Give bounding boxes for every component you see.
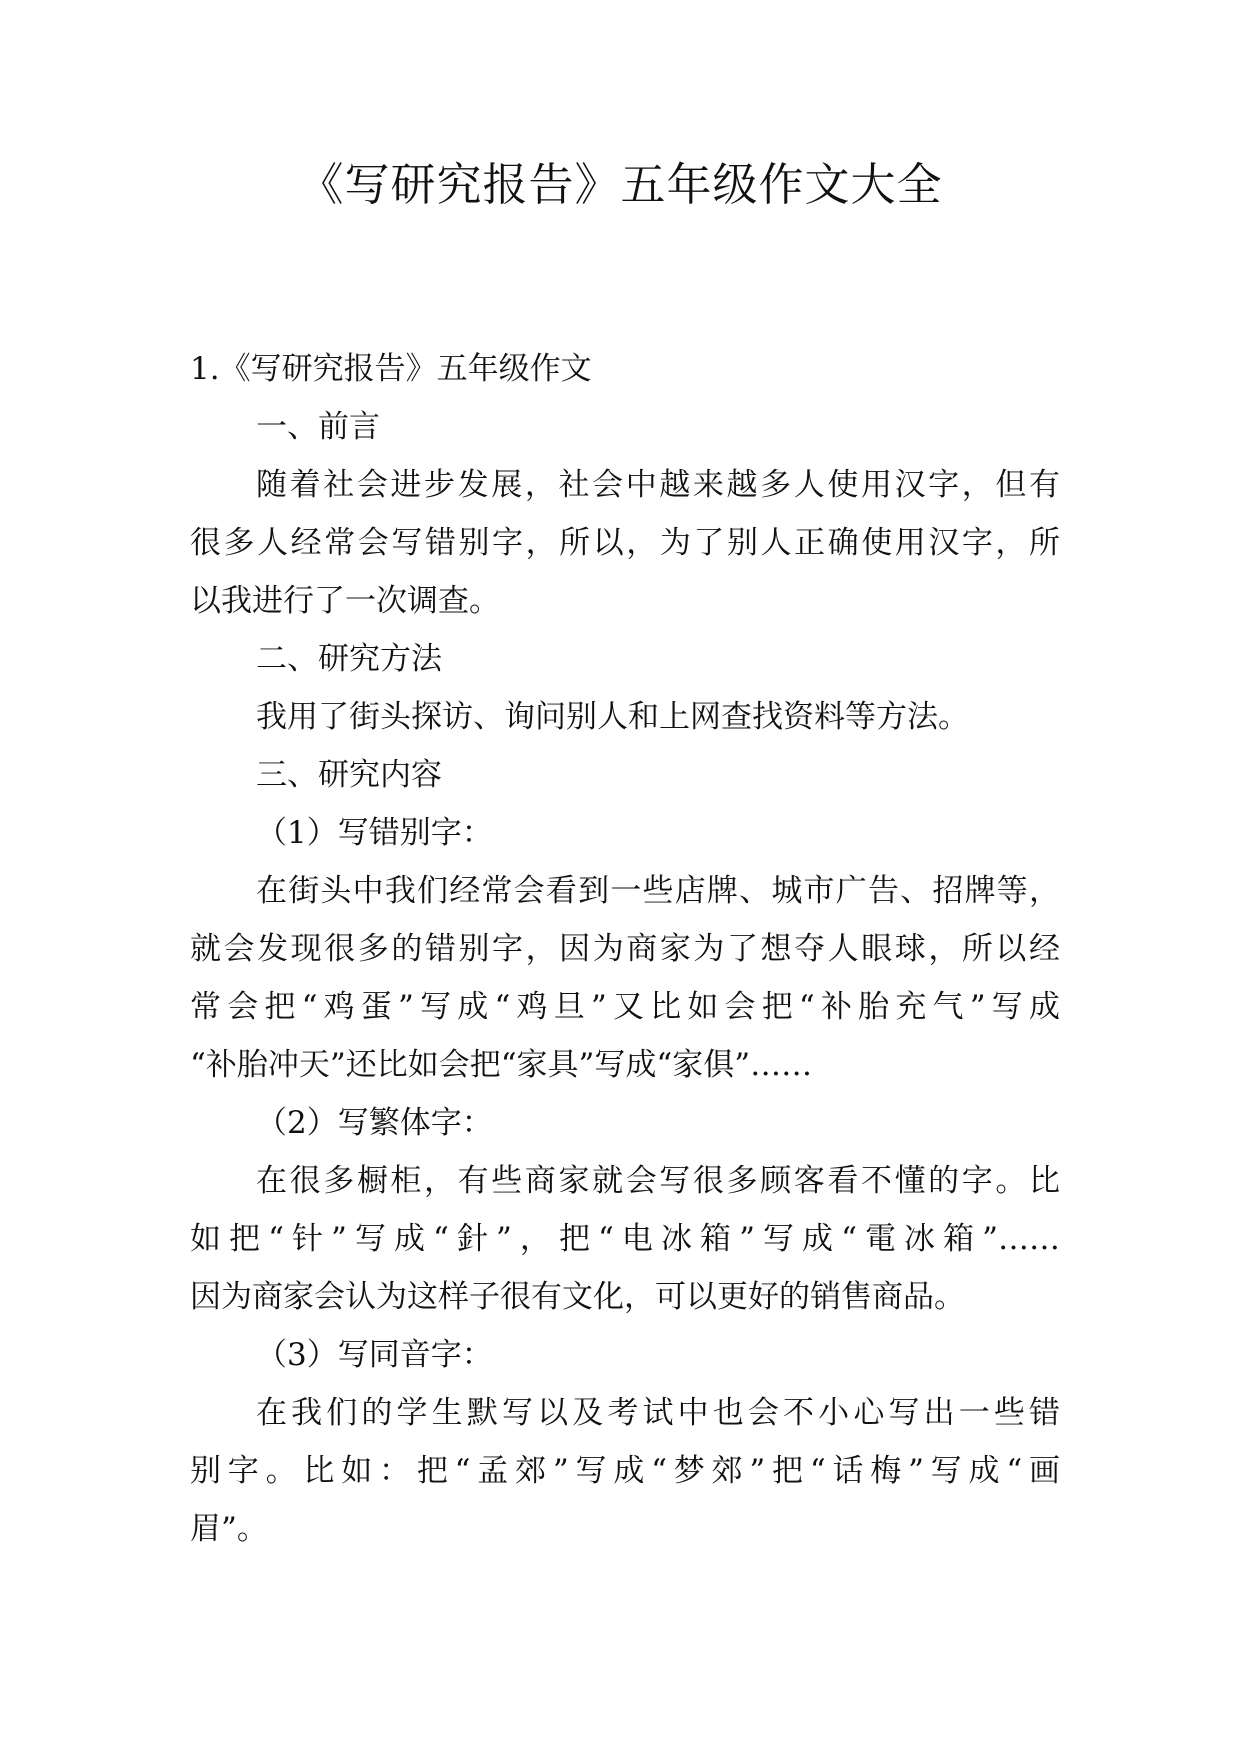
paragraph-line: 别字。比如：把“孟郊”写成“梦郊”把“话梅”写成“画 [190,1453,1060,1489]
list-item-heading: （2）写繁体字： [256,1105,493,1141]
subheading-content: 三、研究内容 [256,757,442,793]
paragraph-line: 就会发现很多的错别字，因为商家为了想夺人眼球，所以经 [190,931,1060,967]
subheading-preface: 一、前言 [256,409,380,445]
paragraph-line: 如把“针”写成“針”，把“电冰箱”写成“電冰箱”…… [190,1221,1060,1257]
paragraph-line: 很多人经常会写错别字，所以，为了别人正确使用汉字，所 [190,525,1060,561]
paragraph-line: 以我进行了一次调查。 [190,583,500,619]
list-item-heading: （1）写错别字： [256,815,493,851]
paragraph-line: 在很多橱柜，有些商家就会写很多顾客看不懂的字。比 [256,1163,1060,1199]
paragraph-line: “补胎冲天”还比如会把“家具”写成“家俱”…… [190,1047,813,1083]
paragraph-line: 随着社会进步发展，社会中越来越多人使用汉字，但有 [256,467,1060,503]
section-heading: 1.《写研究报告》五年级作文 [190,351,592,387]
paragraph-line: 在我们的学生默写以及考试中也会不小心写出一些错 [256,1395,1060,1431]
list-item-heading: （3）写同音字： [256,1337,493,1373]
paragraph-line: 在街头中我们经常会看到一些店牌、城市广告、招牌等， [256,873,1060,909]
paragraph-line: 眉”。 [190,1511,268,1547]
paragraph-line: 常会把“鸡蛋”写成“鸡旦”又比如会把“补胎充气”写成 [190,989,1060,1025]
document-body [190,340,1060,1558]
subheading-method: 二、研究方法 [256,641,442,677]
paragraph-line: 因为商家会认为这样子很有文化，可以更好的销售商品。 [190,1279,965,1315]
document-title: 《写研究报告》五年级作文大全 [298,158,943,211]
paragraph-line: 我用了街头探访、询问别人和上网查找资料等方法。 [256,699,969,735]
